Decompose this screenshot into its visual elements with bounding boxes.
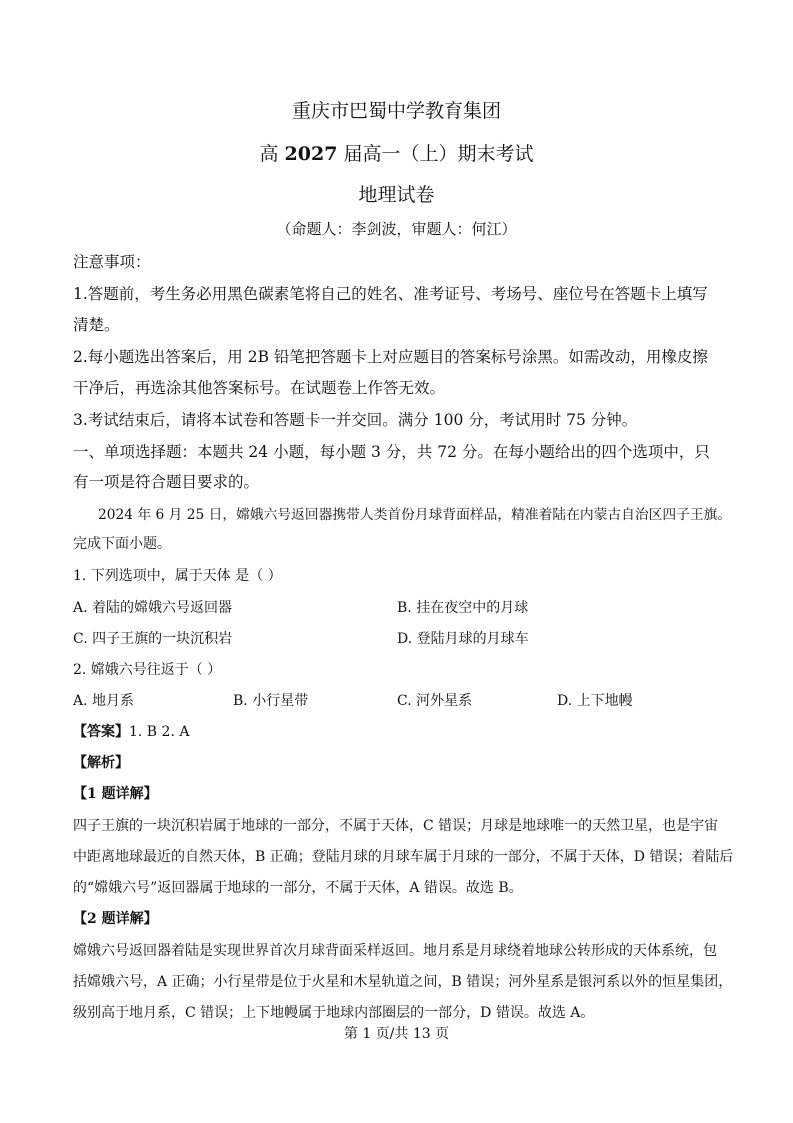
detail-2-heading-text: 【2 题详解】	[73, 911, 158, 927]
question-1: 1. 下列选项中，属于天体 是（ ）	[73, 568, 282, 584]
authors-line: （命题人：李剑波，审题人：何江）	[276, 220, 517, 238]
section-line-1: 一、单项选择题：本题共 24 小题，每小题 3 分，共 72 分。在每小题给出的四个选项中，只	[73, 443, 710, 461]
page-footer: 第 1 页/共 13 页	[343, 1026, 450, 1042]
stem-line-1: 2024 年 6 月 25 日，嫦娥六号返回器携带人类首份月球背面样品，精准着陆在内蒙古自治区四子王旗。	[98, 507, 732, 523]
detail-1-line-2: 中距离地球最近的自然天体，B 正确；登陆月球的月球车属于月球的一部分，不属于天体，D 错误；着陆后	[73, 849, 734, 865]
detail-2-line-3: 级别高于地月系，C 错误；上下地幔属于地球内部圈层的一部分，D 错误。故选 A。	[73, 1005, 595, 1021]
analysis-label-text: 【解析】	[73, 755, 129, 771]
answer-line	[73, 721, 723, 741]
detail-1-line-1: 四子王旗的一块沉积岩属于地球的一部分，不属于天体，C 错误；月球是地球唯一的天然卫星，也是宇宙	[73, 818, 719, 834]
detail-2-line-1: 嫦娥六号返回器着陆是实现世界首次月球背面采样返回。地月系是月球绕着地球公转形成的天体系统，包	[73, 943, 717, 959]
detail-1-heading-text: 【1 题详解】	[73, 786, 158, 802]
question-2: 2. 嫦娥六号往返于（ ）	[73, 662, 222, 678]
answer-label: 【答案】	[73, 724, 129, 740]
q2-option-c: C. 河外星系	[397, 693, 473, 709]
school-title: 重庆市巴蜀中学教育集团	[291, 100, 501, 122]
exam-title-suffix: 届高一（上）期末考试	[337, 143, 534, 165]
note-2-line-2: 干净后，再选涂其他答案标号。在试题卷上作答无效。	[73, 379, 446, 397]
section-line-2: 有一项是符合题目要求的。	[73, 473, 260, 491]
note-1-line-2: 清楚。	[73, 316, 120, 334]
analysis-label	[73, 752, 723, 772]
exam-title	[0, 139, 793, 166]
q1-option-a: A. 着陆的嫦娥六号返回器	[73, 600, 233, 616]
q2-option-a: A. 地月系	[73, 693, 135, 709]
notes-heading: 注意事项：	[73, 253, 151, 271]
subject-title: 地理试卷	[358, 184, 435, 206]
q1-option-c: C. 四子王旗的一块沉积岩	[73, 631, 233, 647]
note-1-line-1: 1.答题前，考生务必用黑色碳素笔将自己的姓名、准考证号、考场号、座位号在答题卡上填写	[73, 285, 708, 303]
detail-1-heading	[73, 783, 723, 803]
exam-title-prefix: 高	[259, 143, 285, 165]
detail-1-line-3: 的“嫦娥六号”返回器属于地球的一部分，不属于天体，A 错误。故选 B。	[73, 880, 523, 896]
q1-option-b: B. 挂在夜空中的月球	[397, 600, 529, 616]
stem-line-2: 完成下面小题。	[73, 536, 171, 552]
exam-year: 2027	[284, 143, 338, 165]
note-2-line-1: 2.每小题选出答案后，用 2B 铅笔把答题卡上对应题目的答案标号涂黑。如需改动，用橡皮擦	[73, 348, 708, 366]
answer-value: 1. B 2. A	[129, 724, 190, 740]
detail-2-heading	[73, 908, 723, 928]
q2-option-d: D. 上下地幔	[557, 693, 633, 709]
q2-option-b: B. 小行星带	[233, 693, 309, 709]
note-3: 3.考试结束后，请将本试卷和答题卡一并交回。满分 100 分，考试用时 75 分钟。	[73, 411, 638, 429]
detail-2-line-2: 括嫦娥六号，A 正确；小行星带是位于火星和木星轨道之间，B 错误；河外星系是银河系以外的恒星集团，	[73, 974, 733, 990]
q1-option-d: D. 登陆月球的月球车	[397, 631, 529, 647]
